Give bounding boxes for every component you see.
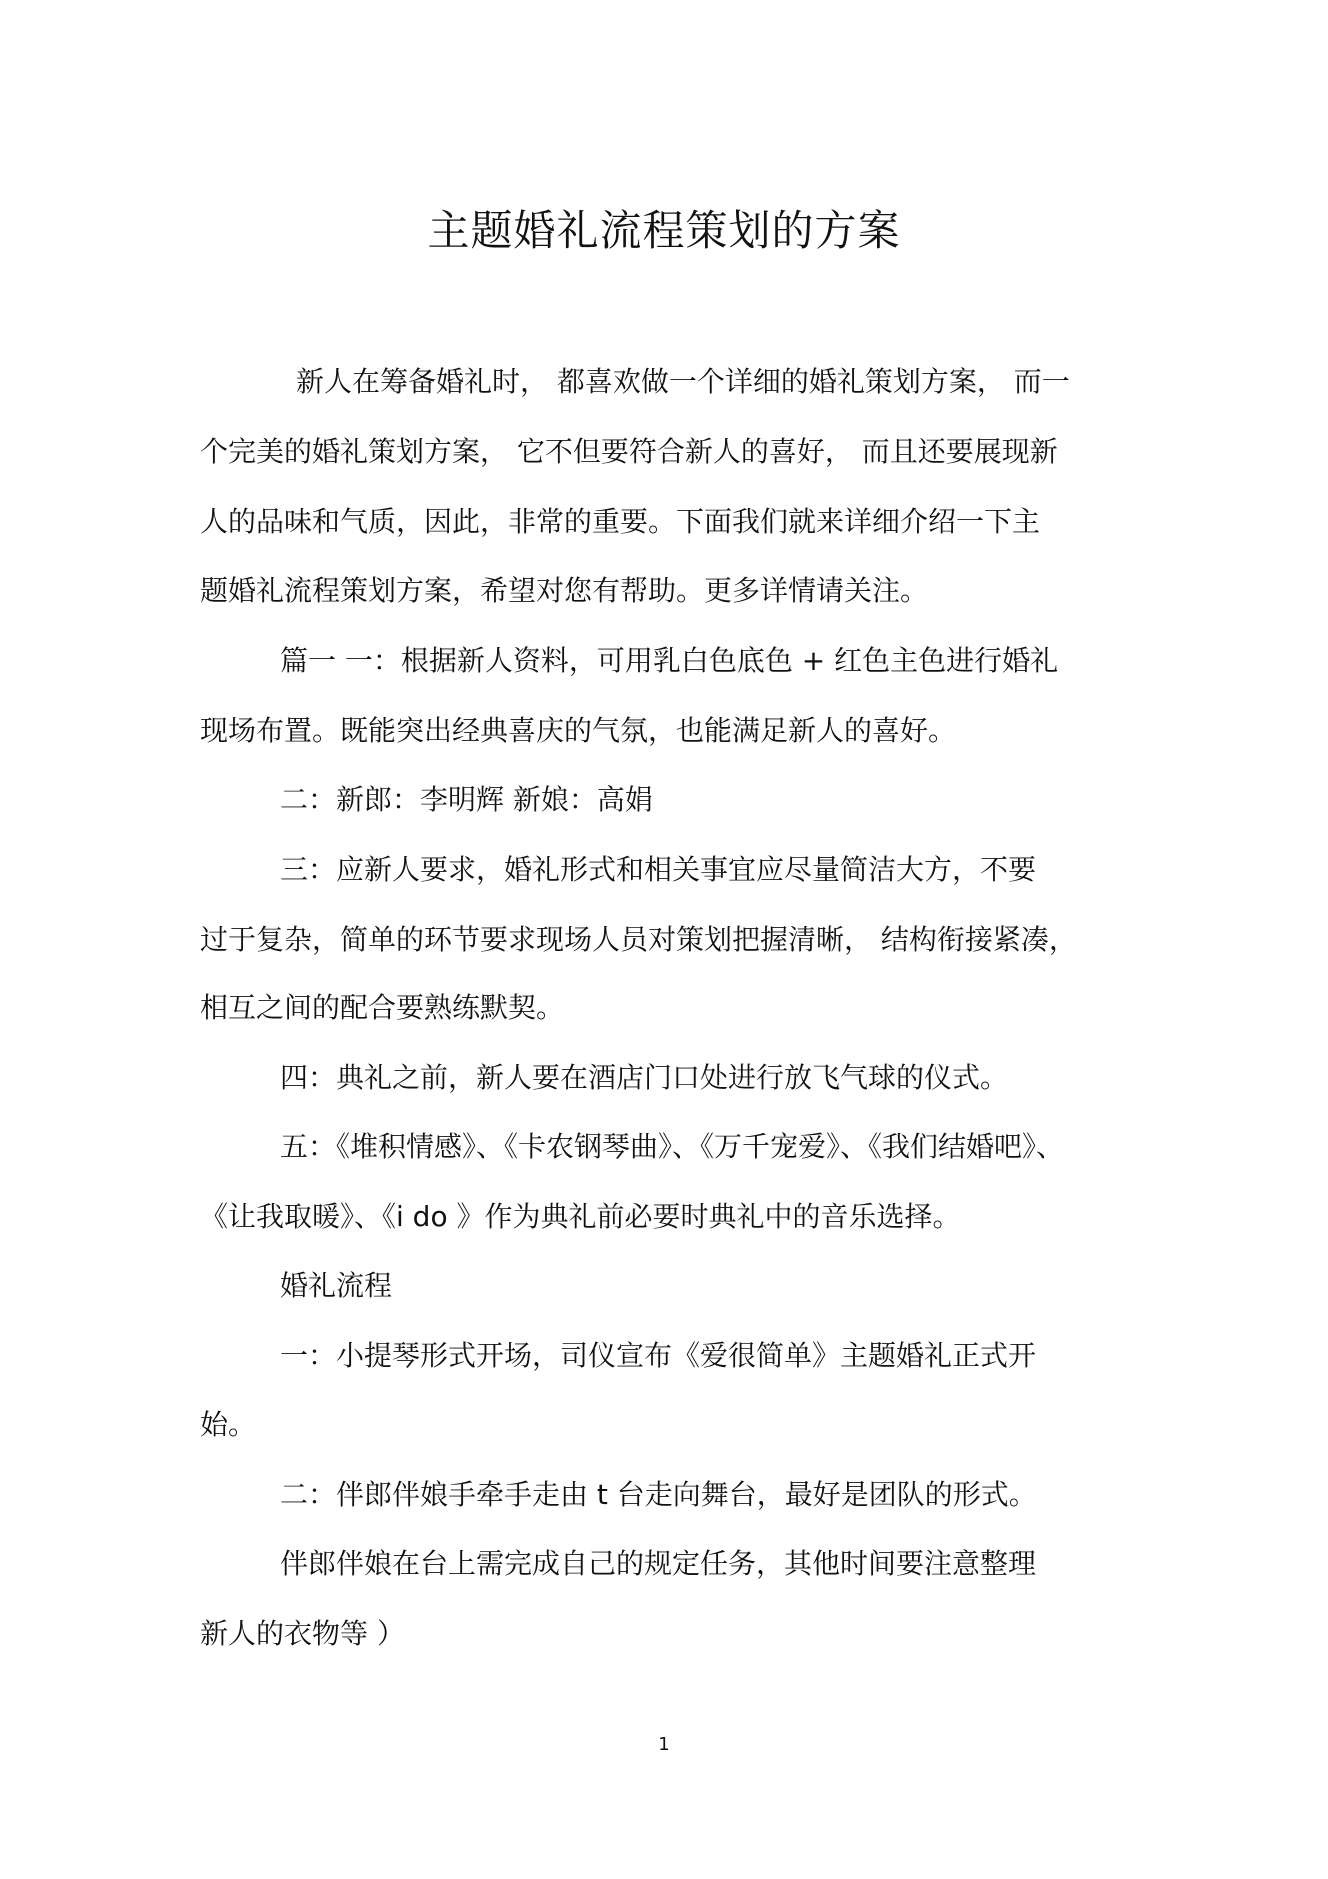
paragraph-line: 五：《堆积情感》、《卡农钢琴曲》、《万千宠爱》、《我们结婚吧》、 (280, 1130, 1065, 1163)
paragraph-line: 人的品味和气质，因此，非常的重要。下面我们就来详细介绍一下主 (200, 505, 1041, 538)
paragraph-line: 一：小提琴形式开场，司仪宣布《爱很简单》主题婚礼正式开 (280, 1339, 1037, 1372)
paragraph-line: 新人在筹备婚礼时， 都喜欢做一个详细的婚礼策划方案， 而一 (296, 365, 1070, 398)
section-heading: 婚礼流程 (280, 1269, 393, 1302)
paragraph-line: 《让我取暖》、《i do 》作为典礼前必要时典礼中的音乐选择。 (200, 1200, 961, 1233)
paragraph-line: 题婚礼流程策划方案，希望对您有帮助。更多详情请关注。 (200, 574, 929, 607)
document-title: 主题婚礼流程策划的方案 (427, 206, 901, 255)
paragraph-line: 三：应新人要求，婚礼形式和相关事宜应尽量简洁大方，不要 (280, 853, 1037, 886)
paragraph-line: 现场布置。既能突出经典喜庆的气氛，也能满足新人的喜好。 (200, 714, 957, 747)
paragraph-line: 二：新郎：李明辉 新娘：高娟 (280, 783, 653, 816)
paragraph-line: 伴郎伴娘在台上需完成自己的规定任务，其他时间要注意整理 (280, 1547, 1037, 1580)
paragraph-line: 篇一 一：根据新人资料，可用乳白色底色 + 红色主色进行婚礼 (280, 644, 1059, 677)
paragraph-line: 相互之间的配合要熟练默契。 (200, 991, 565, 1024)
paragraph-line: 过于复杂，简单的环节要求现场人员对策划把握清晰， 结构衔接紧凑， (200, 923, 1077, 956)
paragraph-line: 始。 (200, 1408, 257, 1441)
paragraph-line: 新人的衣物等 ） (200, 1617, 405, 1650)
paragraph-line: 二：伴郎伴娘手牵手走由 t 台走向舞台，最好是团队的形式。 (280, 1478, 1037, 1511)
paragraph-line: 个完美的婚礼策划方案， 它不但要符合新人的喜好， 而且还要展现新 (200, 435, 1058, 468)
page-number: 1 (658, 1734, 670, 1755)
paragraph-line: 四：典礼之前，新人要在酒店门口处进行放飞气球的仪式。 (280, 1061, 1009, 1094)
